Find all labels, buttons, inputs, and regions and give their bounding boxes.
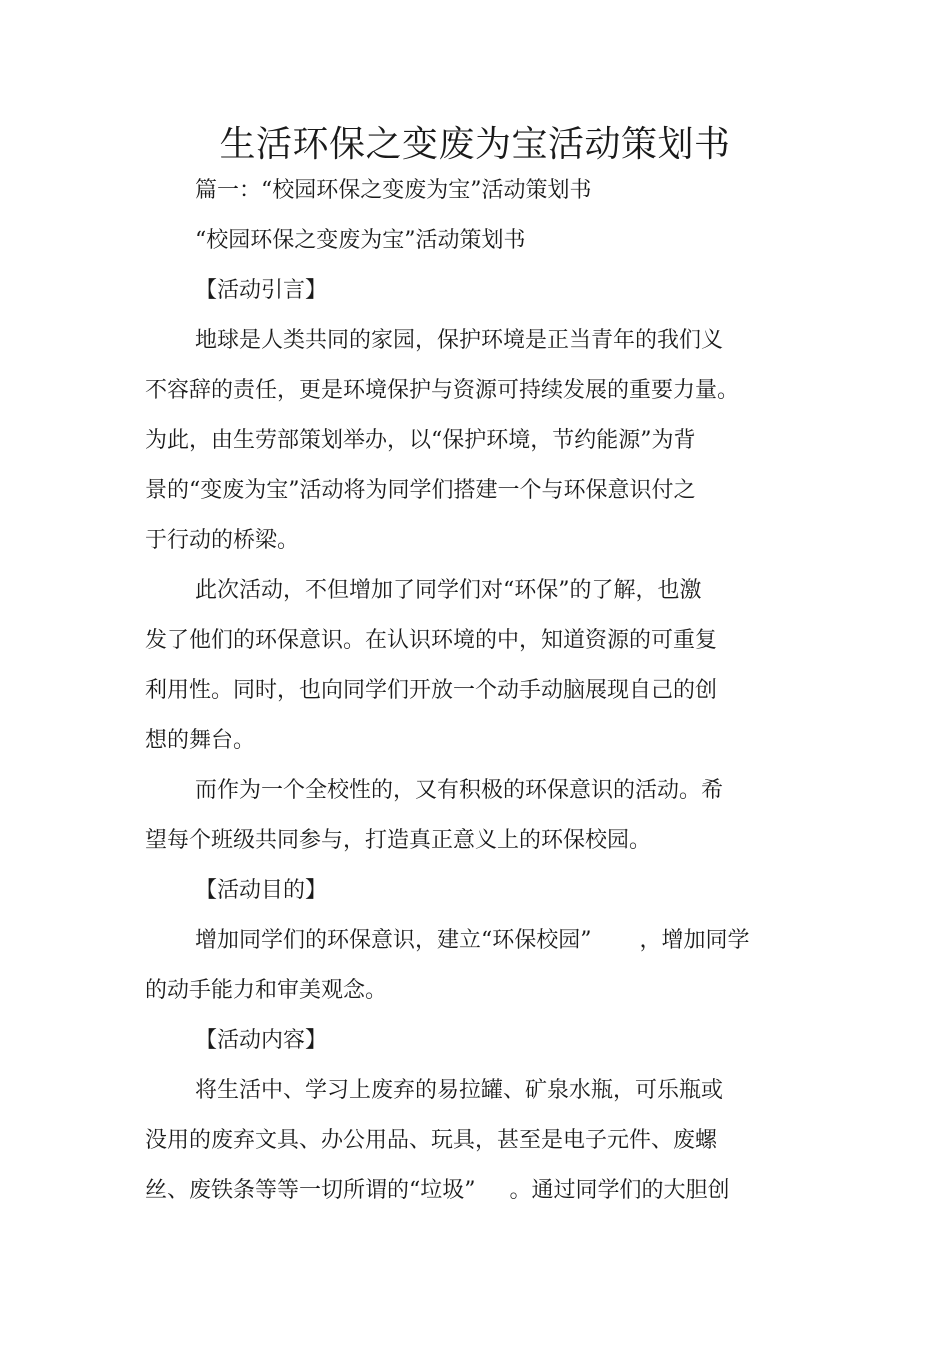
paragraph-line (145, 1176, 730, 1206)
paragraph-line: 地球是人类共同的家园，保护环境是正当青年的我们义 (195, 328, 724, 353)
paragraph-line: 不容辞的责任，更是环境保护与资源可持续发展的重要力量。 (145, 378, 740, 403)
paragraph-line: 此次活动，不但增加了同学们对“环保”的了解，也激 (195, 578, 702, 603)
paragraph-line: 将生活中、学习上废弃的易拉罐、矿泉水瓶，可乐瓶或 (195, 1078, 724, 1103)
paragraph-line: 发了他们的环保意识。在认识环境的中，知道资源的可重复 (145, 628, 718, 653)
section-label-intro: 【活动引言】 (195, 278, 328, 303)
purpose-text-a: 增加同学们的环保意识，建立“环保校园” (195, 928, 592, 953)
paragraph-line: 于行动的桥梁。 (145, 528, 300, 553)
paragraph-line: 景的“变废为宝”活动将为同学们搭建一个与环保意识付之 (145, 478, 696, 503)
document-subtitle: 篇一：“校园环保之变废为宝”活动策划书 (195, 178, 592, 203)
section-label-purpose: 【活动目的】 (195, 878, 328, 903)
purpose-text-b: ，增加同学 (639, 928, 750, 953)
content-text-b: 。通过同学们的大胆创 (509, 1178, 730, 1203)
paragraph-line: 利用性。同时，也向同学们开放一个动手动脑展现自己的创 (145, 678, 718, 703)
paragraph-line (195, 926, 750, 956)
content-text-a: 丝、废铁条等等一切所谓的“垃圾” (145, 1178, 476, 1203)
document-title: 生活环保之变废为宝活动策划书 (219, 124, 731, 165)
paragraph-line: 的动手能力和审美观念。 (145, 978, 388, 1003)
paragraph-line: 为此，由生劳部策划举办，以“保护环境，节约能源”为背 (145, 428, 696, 453)
paragraph-line: 没用的废弃文具、办公用品、玩具，甚至是电子元件、废螺 (145, 1128, 718, 1153)
paragraph-line: 望每个班级共同参与，打造真正意义上的环保校园。 (145, 828, 652, 853)
paragraph-line: 而作为一个全校性的，又有积极的环保意识的活动。希 (195, 778, 724, 803)
paragraph-line: 想的舞台。 (145, 728, 256, 753)
document-heading: “校园环保之变废为宝”活动策划书 (195, 228, 526, 253)
section-label-content: 【活动内容】 (195, 1028, 328, 1053)
